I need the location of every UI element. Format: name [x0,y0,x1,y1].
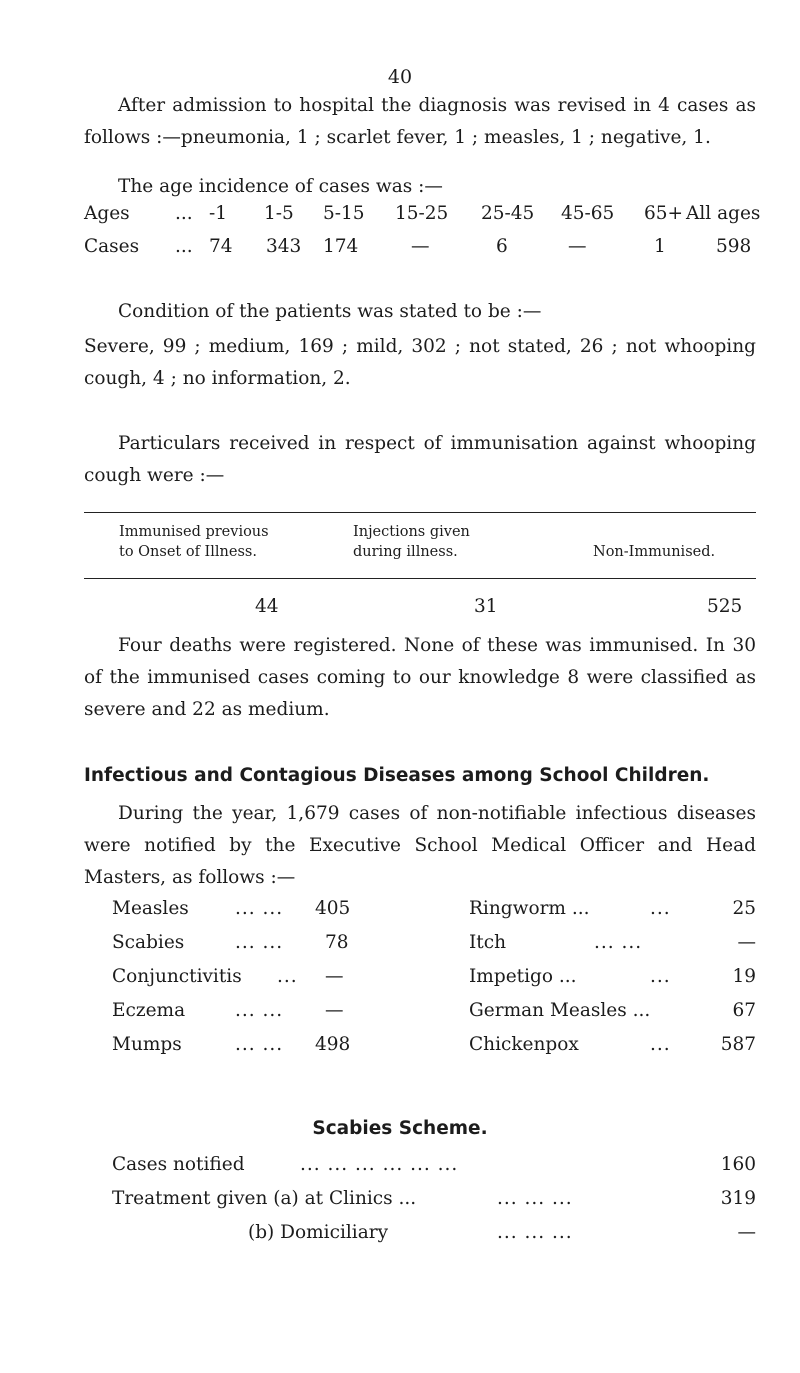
header-immunised-line1: Immunised previous [119,524,269,540]
disease-name: Conjunctivitis [112,966,242,987]
disease-row [84,1034,756,1066]
age-col-6: 45-65 [561,203,615,224]
disease-name: Scabies [112,932,185,953]
disease-value: 498 [315,1034,351,1055]
age-col-1: -1 [209,203,228,224]
disease-value: 78 [325,932,349,953]
value-non-immunised: 525 [707,596,743,617]
value-injections: 31 [474,596,498,617]
age-col-2: 1-5 [264,203,294,224]
disease-name: Chickenpox [469,1034,579,1055]
disease-name: Measles [112,898,189,919]
condition-text: Severe, 99 ; medium, 169 ; mild, 302 ; not stated, 26 ; not whooping cough, 4 ; no information, 2. [84,336,756,389]
scabies-dots: ... ... ... ... ... ... [300,1154,459,1175]
cases-col-1: 74 [209,236,233,257]
table-top-rule [84,512,756,513]
disease-value: 67 [732,1000,756,1021]
page-number: 40 [387,66,413,88]
disease-row [84,898,756,930]
disease-dots: ... ... [235,1034,284,1055]
deaths-paragraph: Four deaths were registered. None of these was immunised. In 30 of the immunised cases coming to our knowledge 8 were classified as severe and 22 as medium. [84,635,756,720]
scabies-label: (b) Domiciliary [248,1222,389,1243]
disease-dots: ... [650,1034,671,1055]
age-col-3: 5-15 [323,203,365,224]
disease-name: Eczema [112,1000,186,1021]
scabies-label: Cases notified [112,1154,245,1175]
disease-value: — [325,966,344,987]
scabies-row [84,1154,756,1186]
disease-name: Impetigo ... [469,966,577,987]
disease-name: German Measles ... [469,1000,651,1021]
age-col-7: 65+ [644,203,684,224]
header-non-immunised-line1: Non-Immunised. [593,544,716,560]
disease-name: Ringworm ... [469,898,590,919]
section-heading: Infectious and Contagious Diseases among School Children. [84,765,710,786]
disease-row [84,966,756,998]
age-incidence-intro: The age incidence of cases was :— [118,176,443,197]
disease-value: 25 [732,898,756,919]
cases-col-6: — [568,236,587,257]
header-injections-line1: Injections given [353,524,470,540]
cases-col-7: 1 [654,236,666,257]
scabies-value: — [737,1222,756,1243]
age-col-5: 25-45 [481,203,535,224]
scabies-value: 160 [720,1154,756,1175]
age-col-8: All ages [686,203,761,224]
value-immunised: 44 [255,596,279,617]
disease-dots: ... ... [235,932,284,953]
disease-name: Itch [469,932,507,953]
particulars-intro: Particulars received in respect of immunisation against whooping cough were :— [84,433,756,486]
ages-dots: ... [175,203,193,224]
disease-name: Mumps [112,1034,182,1055]
table-header-rule [84,578,756,579]
header-immunised-previous [119,522,269,562]
condition-intro: Condition of the patients was stated to be :— [118,301,542,322]
age-table-cases-row [84,236,756,268]
age-col-4: 15-25 [395,203,449,224]
ages-label: Ages [84,203,130,224]
disease-dots: ... ... [235,1000,284,1021]
disease-value: 19 [732,966,756,987]
cases-col-5: 6 [496,236,508,257]
cases-col-4: — [411,236,430,257]
disease-value: — [737,932,756,953]
disease-dots: ... [277,966,298,987]
disease-value: 405 [315,898,351,919]
scabies-row [84,1188,756,1220]
header-injections-given [353,522,470,562]
cases-col-2: 343 [266,236,302,257]
disease-row [84,1000,756,1032]
scabies-dots: ... ... ... [497,1222,573,1243]
header-injections-line2: during illness. [353,544,458,560]
disease-value: — [325,1000,344,1021]
scabies-scheme-heading: Scabies Scheme. [312,1118,488,1139]
scabies-dots: ... ... ... [497,1188,573,1209]
cases-dots: ... [175,236,193,257]
age-table-ages-row [84,203,761,235]
disease-dots: ... ... [594,932,643,953]
cases-label: Cases [84,236,140,257]
section-intro: During the year, 1,679 cases of non-notifiable infectious diseases were notified by the Executive School Medical Officer and Head Masters, as follows :— [84,803,756,888]
disease-dots: ... [650,966,671,987]
scabies-value: 319 [720,1188,756,1209]
disease-dots: ... ... [235,898,284,919]
immunisation-values-row [84,596,756,628]
header-non-immunised [593,542,715,562]
cases-col-8: 598 [716,236,752,257]
disease-value: 587 [720,1034,756,1055]
disease-row [84,932,756,964]
scabies-label: Treatment given (a) at Clinics ... [112,1188,417,1209]
scabies-row [84,1222,756,1254]
revised-diagnosis-paragraph: After admission to hospital the diagnosis was revised in 4 cases as follows :—pneumonia, 1 ; scarlet fever, 1 ; measles, 1 ; negative, 1. [84,95,756,148]
cases-col-3: 174 [323,236,359,257]
header-immunised-line2: to Onset of Illness. [119,544,257,560]
disease-dots: ... [650,898,671,919]
